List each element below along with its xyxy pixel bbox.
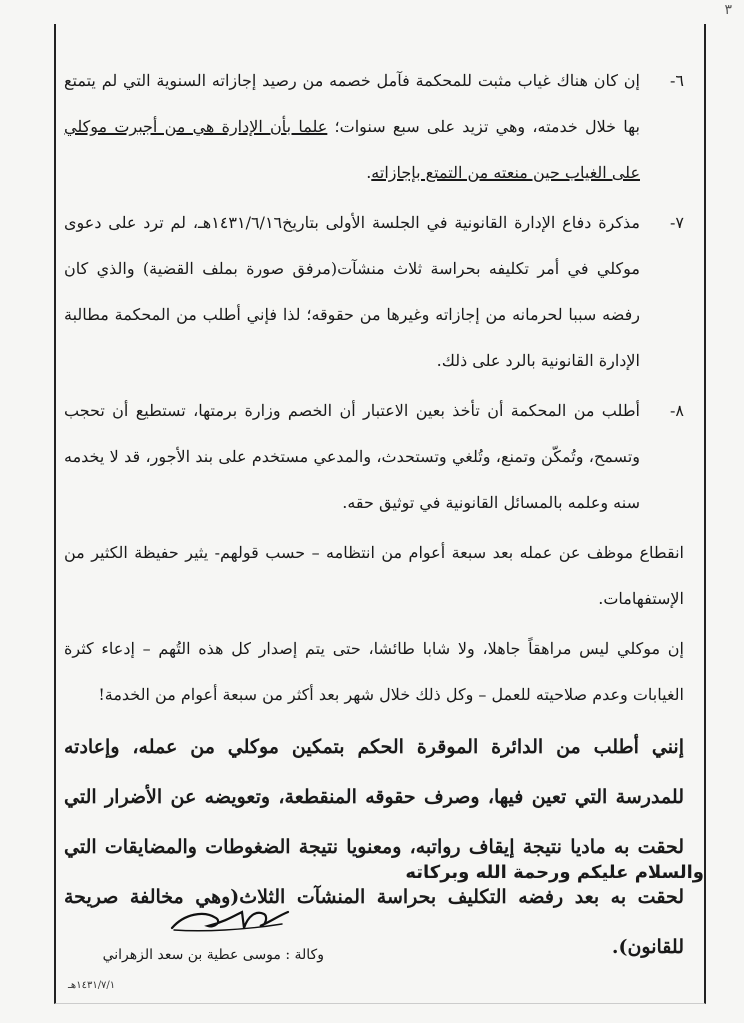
- reference-date: ١٤٣١/٧/١هـ: [68, 980, 116, 991]
- numbered-item-6: [64, 58, 684, 196]
- item-number: ٨-: [670, 401, 684, 420]
- numbered-item-7: [64, 200, 684, 384]
- numbered-item-8: [64, 388, 684, 526]
- item-number: ٦-: [670, 71, 684, 90]
- item-text-underlined: علما بأن الإدارة هي من أجبرت موكلي على الغياب حين منعته من التمتع بإجازاته: [64, 117, 640, 182]
- item-text: مذكرة دفاع الإدارة القانونية في الجلسة الأولى بتاريخ١٤٣١/٦/١٦هـ، لم ترد على دعوى موكلي في أمر تكليفه بحراسة ثلاث منشآت(مرفق صورة بملف القضية) والذي كان رفضه سببا لحرمانه من إجازاته وغيرها من حقوقه؛ لذا فإني أطلب من المحكمة مطالبة الإدارة القانونية بالرد على ذلك.: [64, 213, 640, 370]
- page-number: ٣: [724, 2, 732, 18]
- item-text-end: .: [366, 163, 372, 182]
- closing-salutation: والسلام عليكم ورحمة الله وبركاته: [405, 862, 704, 883]
- item-text: إن كان هناك غياب مثبت للمحكمة فآمل خصمه من رصيد إجازاته السنوية التي لم يتمتع بها خلال خدمته، وهي تزيد على سبع سنوات؛: [64, 71, 641, 136]
- signature: [164, 892, 294, 942]
- item-number: ٧-: [670, 213, 684, 232]
- document-body: [64, 58, 684, 972]
- paragraph: انقطاع موظف عن عمله بعد سبعة أعوام من انتظامه – حسب قولهم- يثير حفيظة الكثير من الإستفهامات.: [64, 543, 684, 608]
- item-text: أطلب من المحكمة أن تأخذ بعين الاعتبار أن الخصم وزارة برمتها، تستطيع أن تحجب وتسمح، وتُمكّن وتمنع، وتُلغي وتستحدث، والمدعي مستخدم على بند الأجور، قد لا يخدمه سنه وعلمه بالمسائل القانونية في توثيق حقه.: [64, 401, 640, 512]
- agent-name: وكالة : موسى عطية بن سعد الزهراني: [102, 947, 324, 963]
- paragraph: إن موكلي ليس مراهقاً جاهلا، ولا شابا طائشا، حتى يتم إصدار كل هذه التُهم – إدعاء كثرة الغيابات وعدم صلاحيته للعمل – وكل ذلك خلال شهر بعد أكثر من سبعة أعوام من الخدمة!: [64, 639, 684, 704]
- request-paragraph: إنني أطلب من الدائرة الموقرة الحكم بتمكين موكلي من عمله، وإعادته للمدرسة التي تعين فيها، وصرف حقوقه المنقطعة، وتعويضه عن الأضرار التي لحقت به ماديا نتيجة إيقاف رواتبه، ومعنويا نتيجة الضغوطات والمضايقات التي لحقت به بعد رفضه التكليف بحراسة المنشآت الثلاث(وهي مخالفة صريحة للقانون).: [64, 736, 684, 958]
